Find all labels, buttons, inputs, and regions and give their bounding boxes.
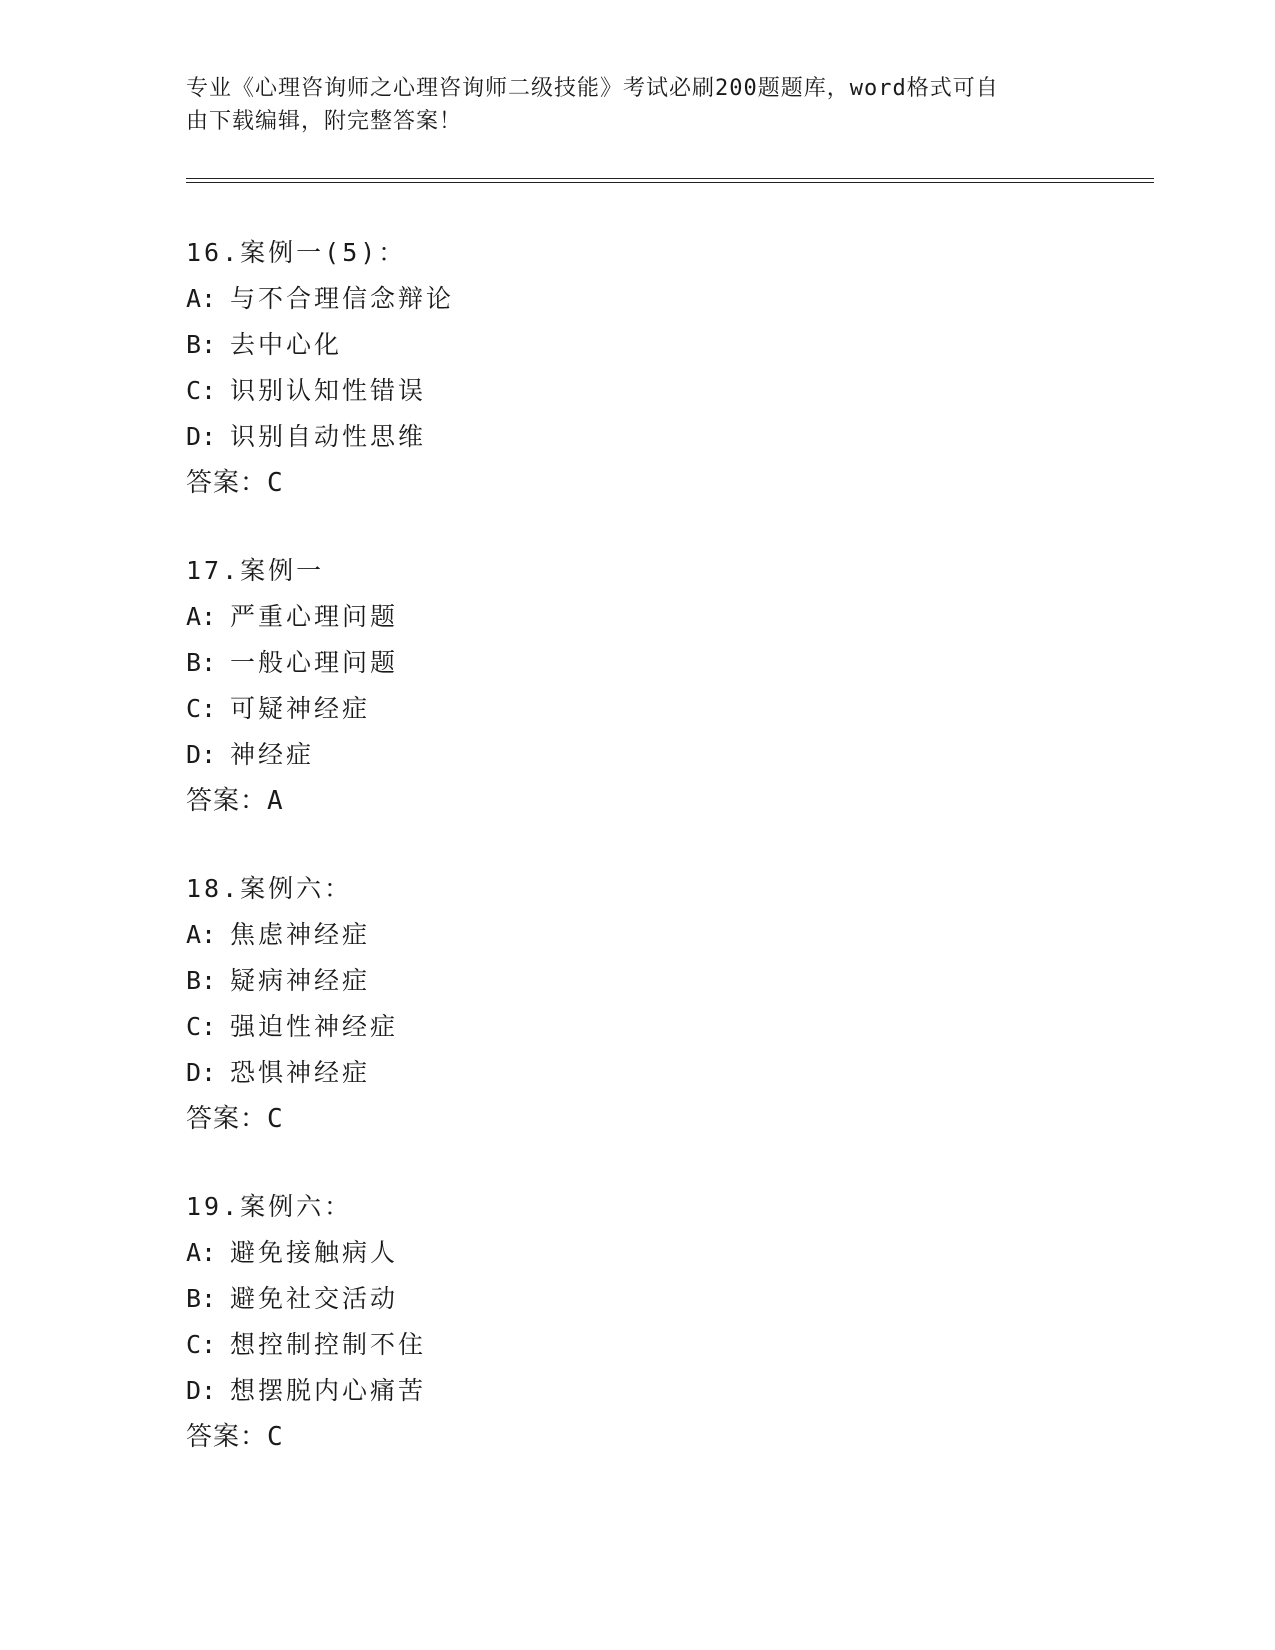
question-title: 16.案例一(5)： xyxy=(186,238,407,267)
option-key: A: xyxy=(186,284,217,313)
question-title: 19.案例六： xyxy=(186,1192,353,1221)
option-text: 可疑神经症 xyxy=(230,694,371,723)
option-row xyxy=(186,594,886,640)
option-text: 识别自动性思维 xyxy=(230,422,427,451)
option-row xyxy=(186,1050,886,1096)
option-key: A: xyxy=(186,602,217,631)
option-row xyxy=(186,368,886,414)
option-key: D: xyxy=(186,1058,217,1087)
answer-row xyxy=(186,460,886,506)
option-text: 想摆脱内心痛苦 xyxy=(230,1376,427,1405)
option-key: B: xyxy=(186,648,217,677)
option-key: D: xyxy=(186,740,217,769)
header-line-1: 专业《心理咨询师之心理咨询师二级技能》考试必刷200题题库，word格式可自 xyxy=(186,76,999,101)
answer-label: 答案： xyxy=(186,786,268,816)
option-key: B: xyxy=(186,1284,217,1313)
answer-row xyxy=(186,1096,886,1142)
option-text: 强迫性神经症 xyxy=(230,1012,399,1041)
question-block xyxy=(186,866,886,1142)
answer-value: C xyxy=(267,468,284,498)
option-text: 神经症 xyxy=(230,740,315,769)
answer-value: C xyxy=(267,1104,284,1134)
option-row xyxy=(186,1276,886,1322)
option-key: A: xyxy=(186,1238,217,1267)
answer-label: 答案： xyxy=(186,1104,268,1134)
document-header xyxy=(186,72,1066,138)
option-row xyxy=(186,640,886,686)
option-key: C: xyxy=(186,376,217,405)
option-text: 恐惧神经症 xyxy=(230,1058,371,1087)
option-key: D: xyxy=(186,422,217,451)
question-block xyxy=(186,230,886,506)
option-row xyxy=(186,912,886,958)
option-text: 想控制控制不住 xyxy=(230,1330,427,1359)
option-key: D: xyxy=(186,1376,217,1405)
option-key: C: xyxy=(186,1012,217,1041)
option-text: 一般心理问题 xyxy=(230,648,399,677)
question-title: 18.案例六： xyxy=(186,874,353,903)
option-key: C: xyxy=(186,694,217,723)
option-row xyxy=(186,322,886,368)
question-block xyxy=(186,1184,886,1460)
option-text: 严重心理问题 xyxy=(230,602,399,631)
option-text: 避免社交活动 xyxy=(230,1284,399,1313)
option-text: 焦虑神经症 xyxy=(230,920,371,949)
option-text: 与不合理信念辩论 xyxy=(230,284,455,313)
header-divider-bottom xyxy=(186,182,1154,183)
option-row xyxy=(186,732,886,778)
answer-value: A xyxy=(267,786,284,816)
answer-row xyxy=(186,778,886,824)
option-row xyxy=(186,1230,886,1276)
option-row xyxy=(186,1322,886,1368)
header-divider-top xyxy=(186,178,1154,179)
option-key: C: xyxy=(186,1330,217,1359)
option-text: 识别认知性错误 xyxy=(230,376,427,405)
option-row xyxy=(186,276,886,322)
option-row xyxy=(186,1368,886,1414)
option-key: B: xyxy=(186,330,217,359)
option-text: 去中心化 xyxy=(230,330,343,359)
option-row xyxy=(186,958,886,1004)
question-title: 17.案例一 xyxy=(186,556,325,585)
option-text: 疑病神经症 xyxy=(230,966,371,995)
option-key: A: xyxy=(186,920,217,949)
answer-label: 答案： xyxy=(186,468,268,498)
header-line-2: 由下载编辑，附完整答案！ xyxy=(186,109,463,134)
answer-label: 答案： xyxy=(186,1422,268,1452)
option-row xyxy=(186,686,886,732)
answer-value: C xyxy=(267,1422,284,1452)
option-key: B: xyxy=(186,966,217,995)
option-row xyxy=(186,1004,886,1050)
option-row xyxy=(186,414,886,460)
question-block xyxy=(186,548,886,824)
option-text: 避免接触病人 xyxy=(230,1238,399,1267)
answer-row xyxy=(186,1414,886,1460)
